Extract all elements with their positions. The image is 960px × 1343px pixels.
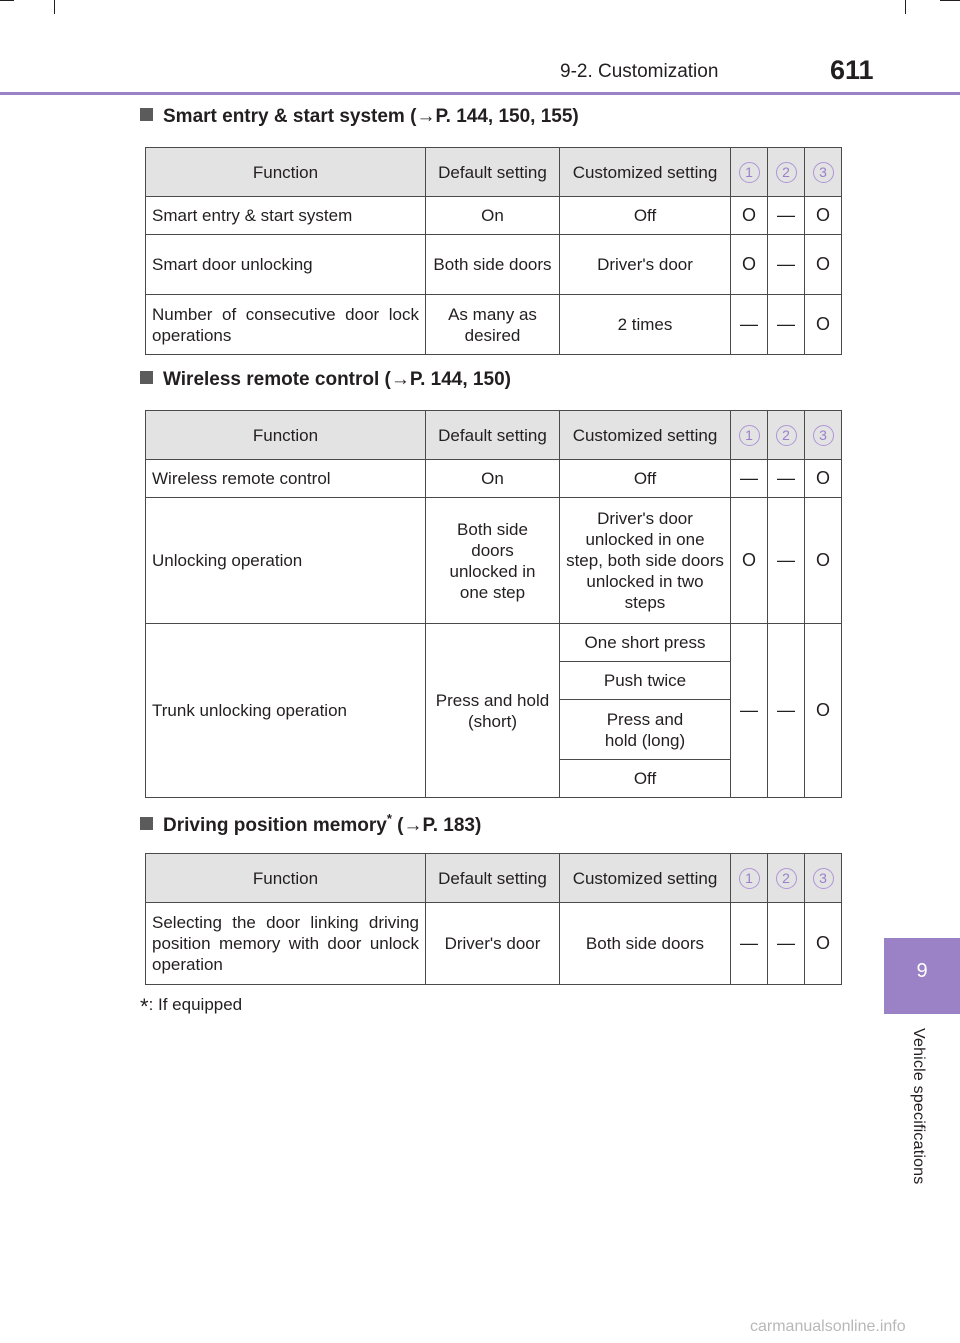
method-1-cell: O: [731, 498, 768, 624]
default-cell: On: [426, 197, 560, 235]
function-cell: Selecting the door linking driving position memory with door unlock operation: [146, 903, 426, 985]
bullet-square-icon: [140, 371, 153, 384]
custom-option-cell: Push twice: [560, 662, 731, 700]
table-row: [146, 624, 842, 662]
method-2-cell: —: [768, 295, 805, 355]
function-cell: Unlocking operation: [146, 498, 426, 624]
method-1-cell: —: [731, 624, 768, 798]
number-2-icon: 2: [776, 425, 797, 446]
section-title-smart-entry: Smart entry & start system (→P. 144, 150, 155): [140, 106, 579, 128]
table-row: [146, 235, 842, 295]
column-header-default: Default setting: [426, 411, 560, 460]
number-1-icon: 1: [739, 868, 760, 889]
table-row: [146, 295, 842, 355]
table-header-row: [146, 148, 842, 197]
method-2-cell: —: [768, 498, 805, 624]
method-1-cell: —: [731, 903, 768, 985]
chapter-tab[interactable]: [884, 938, 960, 1014]
header-rule: [0, 92, 960, 95]
method-3-cell: O: [805, 624, 842, 798]
function-cell: Smart entry & start system: [146, 197, 426, 235]
page-reference[interactable]: P. 144, 150, 155): [435, 106, 579, 127]
asterisk-marker: *: [140, 994, 149, 1019]
function-cell: Trunk unlocking operation: [146, 624, 426, 798]
custom-option-cell: One short press: [560, 624, 731, 662]
table-header-row: [146, 854, 842, 903]
column-header-method-3: [805, 148, 842, 197]
method-1-cell: —: [731, 295, 768, 355]
chapter-number: 9: [916, 960, 928, 982]
column-header-function: Function: [146, 148, 426, 197]
column-header-default: Default setting: [426, 148, 560, 197]
arrow-icon: →: [403, 815, 423, 836]
number-1-icon: 1: [739, 162, 760, 183]
default-cell: Both side doors unlocked in one step: [426, 498, 560, 624]
table-row: [146, 498, 842, 624]
column-header-function: Function: [146, 411, 426, 460]
default-cell: On: [426, 460, 560, 498]
method-2-cell: —: [768, 624, 805, 798]
page-reference[interactable]: P. 183): [422, 815, 482, 836]
table-header-row: [146, 411, 842, 460]
number-1-icon: 1: [739, 425, 760, 446]
method-3-cell: O: [805, 903, 842, 985]
column-header-method-2: [768, 854, 805, 903]
number-3-icon: 3: [813, 868, 834, 889]
column-header-customized: Customized setting: [560, 854, 731, 903]
custom-cell: Driver's door: [560, 235, 731, 295]
custom-cell: Off: [560, 197, 731, 235]
number-3-icon: 3: [813, 162, 834, 183]
crop-mark: [0, 0, 14, 1]
method-2-cell: —: [768, 903, 805, 985]
column-header-method-1: [731, 854, 768, 903]
chapter-label: Vehicle specifications: [910, 1028, 927, 1185]
method-3-cell: O: [805, 295, 842, 355]
crop-mark: [905, 0, 906, 14]
custom-cell: Driver's door unlocked in one step, both side doors unlocked in two steps: [560, 498, 731, 624]
method-1-cell: O: [731, 235, 768, 295]
bullet-square-icon: [140, 108, 153, 121]
function-cell: Wireless remote control: [146, 460, 426, 498]
function-cell: Number of consecutive door lock operations: [146, 295, 426, 355]
column-header-customized: Customized setting: [560, 148, 731, 197]
custom-option-cell: Off: [560, 760, 731, 798]
column-header-method-3: [805, 854, 842, 903]
asterisk-marker: *: [386, 811, 392, 826]
crop-mark: [54, 0, 55, 14]
column-header-method-2: [768, 411, 805, 460]
bullet-square-icon: [140, 817, 153, 830]
method-2-cell: —: [768, 235, 805, 295]
default-cell: Both side doors: [426, 235, 560, 295]
table-row: [146, 460, 842, 498]
column-header-default: Default setting: [426, 854, 560, 903]
section-title-wireless-remote: Wireless remote control (→P. 144, 150): [140, 369, 511, 391]
header-section-title: 9-2. Customization: [560, 61, 719, 82]
function-cell: Smart door unlocking: [146, 235, 426, 295]
settings-table-wireless-remote: [145, 410, 842, 798]
column-header-method-1: [731, 148, 768, 197]
column-header-customized: Customized setting: [560, 411, 731, 460]
column-header-method-1: [731, 411, 768, 460]
page-reference[interactable]: P. 144, 150): [409, 369, 511, 390]
settings-table-driving-position: [145, 853, 842, 985]
method-3-cell: O: [805, 460, 842, 498]
method-3-cell: O: [805, 498, 842, 624]
method-2-cell: —: [768, 460, 805, 498]
crop-mark: [940, 0, 960, 1]
column-header-method-2: [768, 148, 805, 197]
method-1-cell: O: [731, 197, 768, 235]
custom-option-cell: Press and hold (long): [560, 700, 731, 760]
column-header-function: Function: [146, 854, 426, 903]
default-cell: Driver's door: [426, 903, 560, 985]
custom-cell: 2 times: [560, 295, 731, 355]
custom-cell: Both side doors: [560, 903, 731, 985]
table-row: [146, 903, 842, 985]
number-3-icon: 3: [813, 425, 834, 446]
settings-table-smart-entry: [145, 147, 842, 355]
footnote: *: If equipped: [140, 994, 243, 1019]
column-header-method-3: [805, 411, 842, 460]
method-1-cell: —: [731, 460, 768, 498]
arrow-icon: →: [416, 106, 436, 127]
method-3-cell: O: [805, 197, 842, 235]
arrow-icon: →: [390, 369, 410, 390]
table-row: [146, 197, 842, 235]
default-cell: As many as desired: [426, 295, 560, 355]
watermark: carmanualsonline.info: [750, 1318, 906, 1335]
number-2-icon: 2: [776, 162, 797, 183]
custom-cell: Off: [560, 460, 731, 498]
default-cell: Press and hold (short): [426, 624, 560, 798]
section-title-driving-position-memory: Driving position memory* (→P. 183): [140, 811, 481, 837]
method-3-cell: O: [805, 235, 842, 295]
page-number: 611: [830, 55, 874, 85]
number-2-icon: 2: [776, 868, 797, 889]
method-2-cell: —: [768, 197, 805, 235]
